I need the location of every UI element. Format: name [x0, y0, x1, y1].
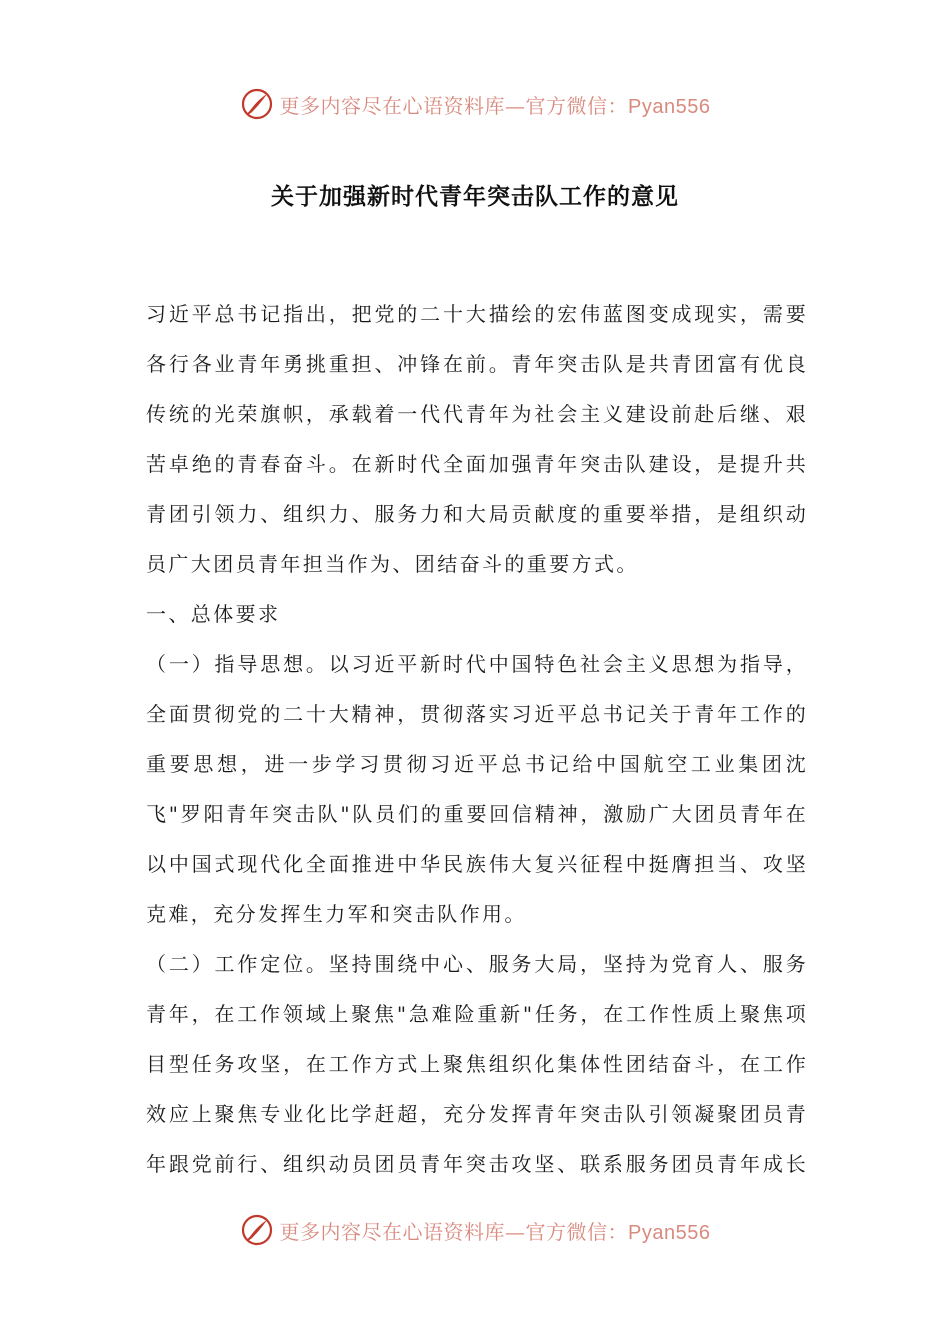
text-line: 年跟党前行、组织动员团员青年突击攻坚、联系服务团员青年成长 [146, 1152, 806, 1176]
watermark-label: 更多内容尽在心语资料库—官方微信： [279, 93, 629, 118]
text-line: 各行各业青年勇挑重担、冲锋在前。青年突击队是共青团富有优良 [146, 352, 806, 376]
watermark-id: Pyan556 [628, 95, 711, 118]
document-body [146, 294, 806, 1194]
text-line: 传统的光荣旗帜，承载着一代代青年为社会主义建设前赴后继、艰 [146, 402, 806, 426]
quill-logo-icon [240, 1213, 274, 1247]
document-title: 关于加强新时代青年突击队工作的意见 [271, 184, 679, 210]
watermark-id: Pyan556 [628, 1221, 711, 1244]
watermark-label: 更多内容尽在心语资料库—官方微信： [279, 1219, 629, 1244]
footer-watermark [0, 1210, 950, 1250]
watermark-text [280, 1216, 711, 1245]
section-heading: 一、总体要求 [146, 602, 281, 626]
watermark-text [280, 90, 711, 119]
text-line: （一）指导思想。以习近平新时代中国特色社会主义思想为指导， [146, 652, 806, 676]
text-line: 习近平总书记指出，把党的二十大描绘的宏伟蓝图变成现实，需要 [146, 302, 806, 326]
text-line: 效应上聚焦专业化比学赶超，充分发挥青年突击队引领凝聚团员青 [146, 1102, 806, 1126]
text-line: 目型任务攻坚，在工作方式上聚焦组织化集体性团结奋斗，在工作 [146, 1052, 806, 1076]
text-line: 员广大团员青年担当作为、团结奋斗的重要方式。 [146, 552, 639, 576]
quill-logo-icon [240, 87, 274, 121]
text-line: 青年，在工作领域上聚焦"急难险重新"任务，在工作性质上聚焦项 [146, 1002, 806, 1026]
text-line: 青团引领力、组织力、服务力和大局贡献度的重要举措，是组织动 [146, 502, 806, 526]
header-watermark [0, 84, 950, 124]
text-line: 重要思想，进一步学习贯彻习近平总书记给中国航空工业集团沈 [146, 752, 806, 776]
text-line: 全面贯彻党的二十大精神，贯彻落实习近平总书记关于青年工作的 [146, 702, 806, 726]
text-line: 以中国式现代化全面推进中华民族伟大复兴征程中挺膺担当、攻坚 [146, 852, 806, 876]
text-line: 飞"罗阳青年突击队"队员们的重要回信精神，激励广大团员青年在 [146, 802, 806, 826]
text-line: （二）工作定位。坚持围绕中心、服务大局，坚持为党育人、服务 [146, 952, 806, 976]
text-line: 苦卓绝的青春奋斗。在新时代全面加强青年突击队建设，是提升共 [146, 452, 806, 476]
text-line: 克难，充分发挥生力军和突击队作用。 [146, 902, 527, 926]
